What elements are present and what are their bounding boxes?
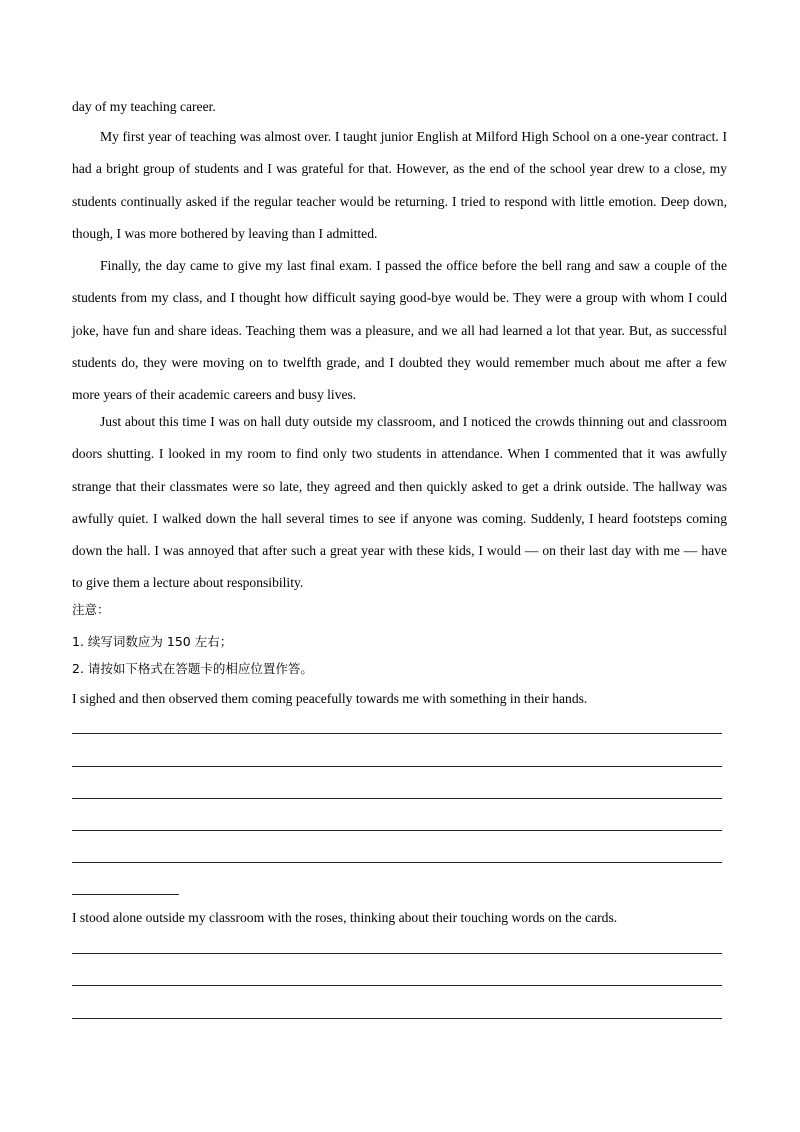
continuation-prompt-2: I stood alone outside my classroom with the roses, thinking about their touching words on the cards.: [72, 910, 618, 925]
answer-line: [72, 733, 722, 734]
exam-page: [72, 0, 728, 1132]
note-item-word-count: 1. 续写词数应为 150 左右；: [72, 634, 233, 649]
story-paragraph-1: My first year of teaching was almost over. I taught junior English at Milford High School on a one-year contract. I had a bright group of students and I was grateful for that. However, as the end of the school year drew to a close, my students continually asked if the regular teacher would be returning. I tried to respond with little emotion. Deep down, though, I was more bothered by leaving than I admitted.: [72, 129, 727, 241]
story-paragraph-2: Finally, the day came to give my last final exam. I passed the office before the bell rang and saw a couple of the students from my class, and I thought how difficult saying good-bye would be. They were a group with whom I could joke, have fun and share ideas. Teaching them was a pleasure, and we all had learned a lot that year. But, as successful students do, they were moving on to twelfth grade, and I doubted they would remember much about me after a few more years of their academic careers and busy lives.: [72, 258, 727, 403]
answer-line: [72, 798, 722, 799]
note-item-answer-format: 2. 请按如下格式在答题卡的相应位置作答。: [72, 661, 313, 676]
answer-line-short: [72, 894, 179, 895]
opening-line: day of my teaching career.: [72, 99, 216, 114]
answer-line: [72, 830, 722, 831]
notes-title: 注意：: [72, 602, 110, 617]
answer-line: [72, 862, 722, 863]
answer-line: [72, 1018, 722, 1019]
answer-line: [72, 953, 722, 954]
continuation-prompt-1: I sighed and then observed them coming peacefully towards me with something in their hands.: [72, 691, 588, 706]
answer-line: [72, 766, 722, 767]
story-paragraph-3: Just about this time I was on hall duty outside my classroom, and I noticed the crowds thinning out and classroom doors shutting. I looked in my room to find only two students in attendance. When I commented that it was awfully strange that their classmates were so late, they agreed and then quickly asked to get a drink outside. The hallway was awfully quiet. I walked down the hall several times to see if anyone was coming. Suddenly, I heard footsteps coming down the hall. I was annoyed that after such a great year with these kids, I would — on their last day with me — have to give them a lecture about responsibility.: [72, 414, 727, 591]
answer-line: [72, 985, 722, 986]
